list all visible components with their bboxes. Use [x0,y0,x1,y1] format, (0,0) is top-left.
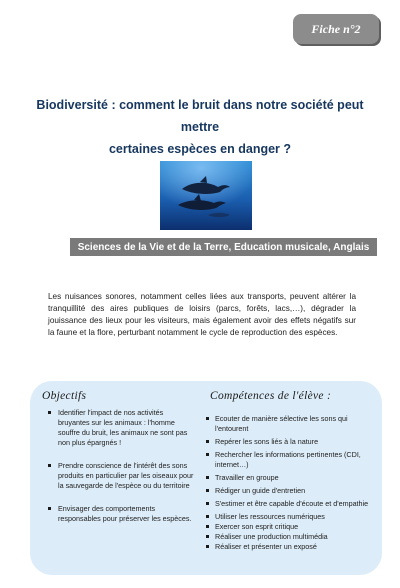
list-item-text: Rédiger un guide d'entretien [215,486,306,495]
subjects-banner [70,238,377,256]
list-item [58,504,196,524]
subjects-text: Sciences de la Vie et de la Terre, Education musicale, Anglais [77,241,370,253]
bullet-icon [206,476,209,479]
list-item-text: Réaliser une production multimédia [215,532,328,541]
competences-list [215,414,377,552]
list-item [215,473,377,483]
list-item-text: Travailler en groupe [215,473,279,482]
title-line-1: Biodiversité : comment le bruit dans notre société peut mettre [36,98,364,134]
title-line-2: certaines espèces en danger ? [108,142,292,156]
list-item [215,499,377,509]
bullet-icon [206,417,209,420]
bullet-icon [206,440,209,443]
bullet-icon [48,464,51,467]
list-item [215,486,377,496]
objectifs-list [58,408,196,537]
intro-paragraph: Les nuisances sonores, notamment celles liées aux transports, peuvent altérer la tranquillité des aires publiques de loisirs (parcs, forêts, lacs,…), dégrader la jouissance des lieux pour les visiteurs, mais également avoir des effets négatifs sur la faune et la flore, perturbant notamment le cycle de reproduction des espèces. [48,292,356,337]
list-item [215,414,377,434]
objectifs-heading: Objectifs [42,390,87,402]
bullet-icon [48,507,51,510]
bullet-icon [206,545,209,548]
list-item-text: Utiliser les ressources numériques [215,512,325,521]
bullet-icon [206,489,209,492]
list-item [215,532,377,542]
dolphins-underwater-photo [160,161,252,230]
list-item-text: Prendre conscience de l'intérêt des sons produits en particulier par les oiseaux pour la sauvegarde de l'espèce ou du territoire [58,461,194,490]
list-item-text: Ecouter de manière sélective les sons qui l'entourent [215,414,348,433]
list-item [215,437,377,447]
list-item [215,512,377,522]
bullet-icon [48,411,51,414]
list-item [215,542,377,552]
list-item-text: Envisager des comportements responsables pour préserver les espèces. [58,504,192,523]
list-item-text: Repérer les sons liés à la nature [215,437,319,446]
list-item-text: Identifier l'impact de nos activités bruyantes sur les animaux : l'homme souffre du bruit, les animaux ne sont pas non plus épargnés ! [58,408,188,447]
bullet-icon [206,515,209,518]
list-item-text: Réaliser et présenter un exposé [215,542,317,551]
bullet-icon [206,535,209,538]
page-title [30,94,370,160]
list-item-text: S'estimer et être capable d'écoute et d'empathie [215,499,369,508]
list-item-text: Exercer son esprit critique [215,522,299,531]
bullet-icon [206,453,209,456]
competences-heading: Compétences de l'élève : [210,390,332,402]
list-item [58,461,196,491]
list-item-text: Rechercher les informations pertinentes (CDI, internet…) [215,450,361,469]
list-item [215,522,377,532]
fiche-badge [293,14,379,44]
fiche-label: Fiche n°2 [311,21,361,36]
bullet-icon [206,525,209,528]
list-item [58,408,196,448]
list-item [215,450,377,470]
bullet-icon [206,502,209,505]
